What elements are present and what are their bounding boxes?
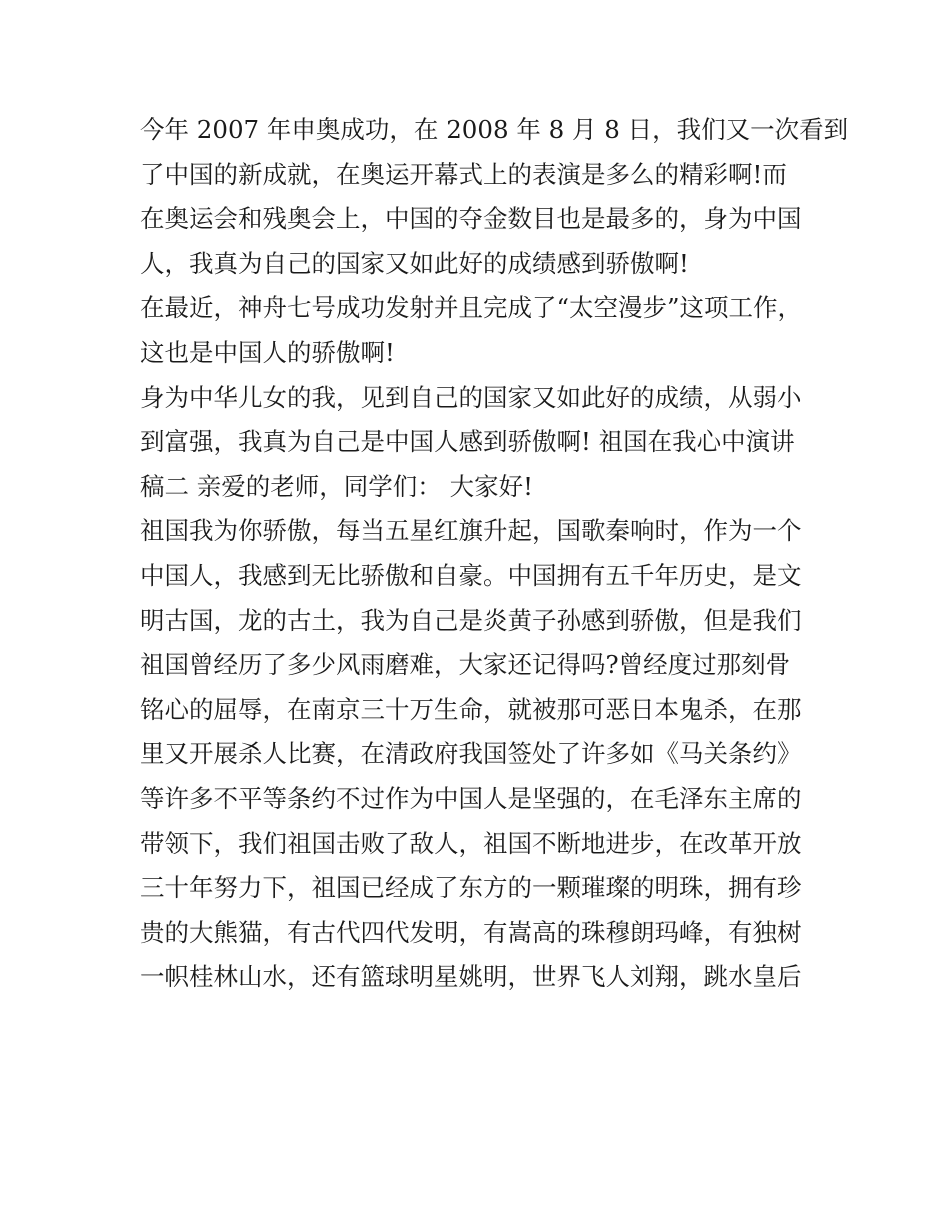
text-line: 三十年努力下，祖国已经成了东方的一颗璀璨的明珠，拥有珍 bbox=[140, 873, 802, 903]
text-line: 稿二 亲爱的老师，同学们： 大家好! bbox=[140, 471, 533, 501]
text-line: 铭心的屈辱，在南京三十万生命，就被那可恶日本鬼杀，在那 bbox=[140, 694, 802, 724]
text-line: 等许多不平等条约不过作为中国人是坚强的，在毛泽东主席的 bbox=[140, 783, 802, 813]
text-line: 祖国我为你骄傲，每当五星红旗升起，国歌秦响时，作为一个 bbox=[140, 516, 802, 546]
text-line: 身为中华儿女的我，见到自己的国家又如此好的成绩，从弱小 bbox=[140, 382, 802, 412]
text-line: 贵的大熊猫，有古代四代发明，有嵩高的珠穆朗玛峰，有独树 bbox=[140, 917, 802, 947]
text-line: 明古国，龙的古土，我为自己是炎黄子孙感到骄傲，但是我们 bbox=[140, 605, 802, 635]
text-line: 今年 2007 年申奥成功，在 2008 年 8 月 8 日，我们又一次看到 bbox=[140, 115, 849, 144]
text-line: 到富强，我真为自己是中国人感到骄傲啊! 祖国在我心中演讲 bbox=[140, 427, 795, 457]
text-line: 在奥运会和残奥会上，中国的夺金数目也是最多的，身为中国 bbox=[140, 204, 802, 234]
text-line: 了中国的新成就，在奥运开幕式上的表演是多么的精彩啊!而 bbox=[140, 159, 787, 189]
text-line: 人，我真为自己的国家又如此好的成绩感到骄傲啊! bbox=[140, 248, 689, 278]
text-line: 一帜桂林山水，还有篮球明星姚明，世界飞人刘翔，跳水皇后 bbox=[140, 962, 802, 992]
text-line: 祖国曾经历了多少风雨磨难，大家还记得吗?曾经度过那刻骨 bbox=[140, 650, 791, 680]
text-line: 在最近，神舟七号成功发射并且完成了“太空漫步”这项工作， bbox=[140, 293, 803, 323]
text-line: 里又开展杀人比赛，在清政府我国签处了许多如《马关条约》 bbox=[140, 739, 802, 769]
document-body-text bbox=[140, 108, 849, 1000]
text-line: 中国人，我感到无比骄傲和自豪。中国拥有五千年历史，是文 bbox=[140, 560, 802, 590]
text-line: 带领下，我们祖国击败了敌人，祖国不断地进步，在改革开放 bbox=[140, 828, 802, 858]
text-line: 这也是中国人的骄傲啊! bbox=[140, 337, 395, 367]
